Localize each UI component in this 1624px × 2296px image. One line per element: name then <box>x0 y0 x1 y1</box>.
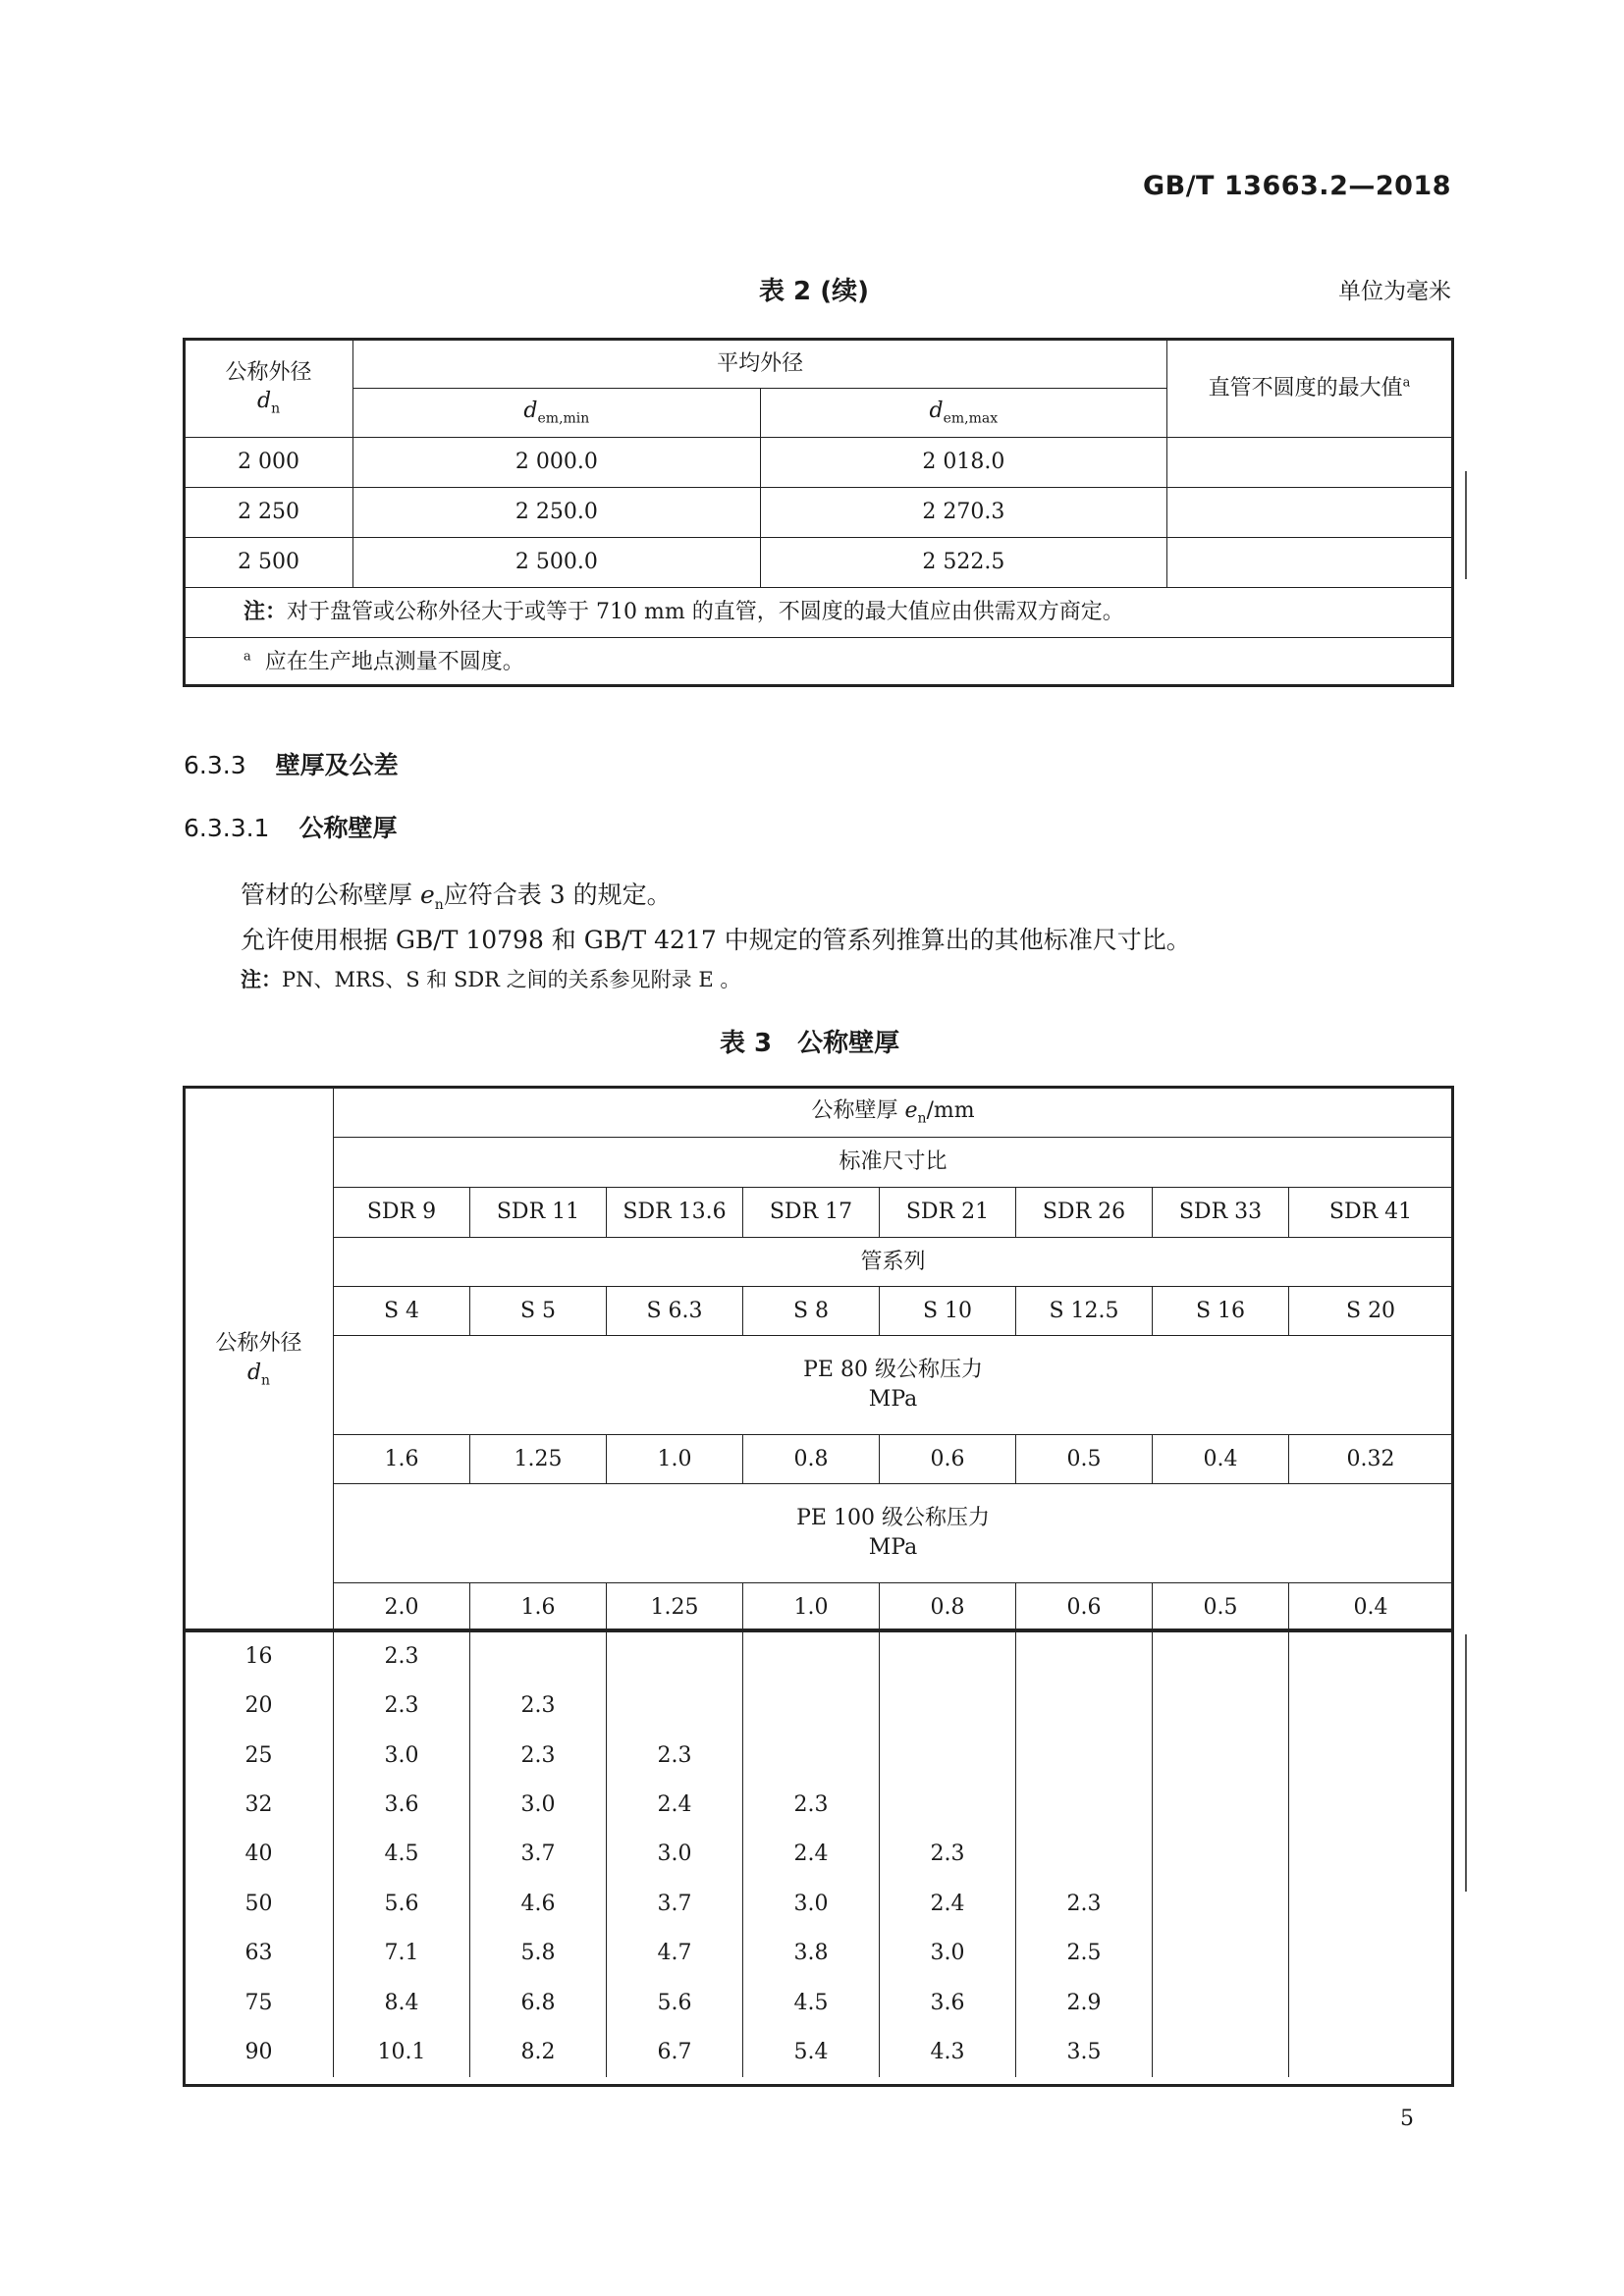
t3-wall-cell <box>607 1632 743 1682</box>
t3-pe100-label: PE 100 级公称压力 <box>796 1506 990 1531</box>
t2-cell <box>1167 438 1452 488</box>
t2-cell: 2 000 <box>185 438 353 488</box>
table-row <box>185 1632 1453 1682</box>
t3-pe80-row <box>185 1435 1453 1484</box>
t2-cell: 2 250.0 <box>353 488 760 538</box>
t2-cell: 2 500 <box>185 538 353 588</box>
t3-pe80-label: PE 80 级公称压力 <box>803 1358 983 1383</box>
t3-pe80-cell: 1.6 <box>334 1435 470 1484</box>
table-row <box>185 538 1452 588</box>
t2-cell: 2 270.3 <box>760 488 1166 538</box>
t3-wall-cell <box>1016 1781 1153 1830</box>
t3-wall-cell: 4.5 <box>334 1830 470 1879</box>
t3-header-pe100 <box>334 1484 1453 1583</box>
t3-header-separator <box>184 1629 1452 1631</box>
t2-footnote: $^a$ 应在生产地点测量不圆度。 <box>185 638 1452 687</box>
t3-series-cell: S 20 <box>1289 1287 1453 1336</box>
t3-wall-cell: 2.3 <box>1016 1879 1153 1928</box>
t3-sdr-cell: SDR 33 <box>1153 1188 1289 1238</box>
t3-sdr-cell: SDR 13.6 <box>607 1188 743 1238</box>
t3-wall-cell <box>1289 2028 1453 2077</box>
t3-pe100-unit: MPa <box>868 1535 918 1560</box>
t3-pe100-cell: 0.4 <box>1289 1583 1453 1632</box>
t3-pe80-cell: 1.0 <box>607 1435 743 1484</box>
scan-mark <box>1465 1634 1467 1892</box>
t3-wall-cell: 3.7 <box>607 1879 743 1928</box>
t3-sdr-cell: SDR 9 <box>334 1188 470 1238</box>
t3-series-cell: S 16 <box>1153 1287 1289 1336</box>
t3-wall-cell: 2.9 <box>1016 1978 1153 2027</box>
t3-wall-cell: 3.0 <box>470 1781 607 1830</box>
table-row <box>185 1978 1453 2027</box>
t3-wall-cell: 3.7 <box>470 1830 607 1879</box>
t3-wall-cell <box>1153 1978 1289 2027</box>
t3-pe80-cell: 0.4 <box>1153 1435 1289 1484</box>
t3-header-dn <box>185 1088 334 1632</box>
t2-note: 注：对于盘管或公称外径大于或等于 710 mm 的直管，不圆度的最大值应由供需双方商定。 <box>185 588 1452 638</box>
table2-caption: 表 2 (续) <box>759 277 869 306</box>
t3-wall-cell <box>1153 1929 1289 1978</box>
t3-pe80-cell: 0.32 <box>1289 1435 1453 1484</box>
t3-pe100-cell: 0.8 <box>880 1583 1016 1632</box>
t2-cell: 2 500.0 <box>353 538 760 588</box>
scan-mark <box>1465 471 1467 579</box>
table-row <box>185 1830 1453 1879</box>
t3-header-pe80 <box>334 1336 1453 1435</box>
t3-sdr-cell: SDR 17 <box>743 1188 880 1238</box>
t3-wall-cell: 8.4 <box>334 1978 470 2027</box>
t3-pe100-row <box>185 1583 1453 1632</box>
t3-dn-cell: 90 <box>185 2028 334 2077</box>
t3-series-cell: S 4 <box>334 1287 470 1336</box>
t3-wall-cell: 3.6 <box>880 1978 1016 2027</box>
t3-wall-cell <box>1289 1731 1453 1780</box>
t3-wall-cell: 2.3 <box>880 1830 1016 1879</box>
t3-wall-cell <box>1289 1682 1453 1731</box>
t3-series-cell: S 8 <box>743 1287 880 1336</box>
t3-wall-cell <box>1289 1632 1453 1682</box>
t2-header-min: $d_{em,min}$ <box>353 389 760 438</box>
t3-wall-cell: 2.3 <box>607 1731 743 1780</box>
t3-wall-cell: 4.5 <box>743 1978 880 2027</box>
t3-sdr-cell: SDR 11 <box>470 1188 607 1238</box>
paragraph-1: 管材的公称壁厚 $e_n$应符合表 3 的规定。 <box>241 881 672 913</box>
t3-pe100-cell: 1.0 <box>743 1583 880 1632</box>
paragraph-note: 注：PN、MRS、S 和 SDR 之间的关系参见附录 E 。 <box>241 968 741 991</box>
t3-wall-cell: 2.3 <box>470 1682 607 1731</box>
table-row <box>185 1731 1453 1780</box>
t3-dn-cell: 40 <box>185 1830 334 1879</box>
t3-wall-cell <box>880 1731 1016 1780</box>
table2-unit: 单位为毫米 <box>1338 279 1451 304</box>
t3-pe80-unit: MPa <box>868 1387 918 1412</box>
t3-wall-cell: 2.3 <box>334 1682 470 1731</box>
t3-wall-cell: 3.0 <box>743 1879 880 1928</box>
t3-dn-symbol: $d_n$ <box>246 1360 271 1389</box>
t3-wall-cell <box>1153 1731 1289 1780</box>
t3-wall-cell <box>1289 1781 1453 1830</box>
t3-wall-cell: 2.5 <box>1016 1929 1153 1978</box>
t3-dn-cell: 32 <box>185 1781 334 1830</box>
t3-wall-cell <box>1016 1731 1153 1780</box>
t3-sdr-cell: SDR 21 <box>880 1188 1016 1238</box>
t3-wall-cell: 2.4 <box>607 1781 743 1830</box>
t2-cell: 2 250 <box>185 488 353 538</box>
t3-wall-cell: 2.4 <box>880 1879 1016 1928</box>
t2-cell: 2 000.0 <box>353 438 760 488</box>
t3-wall-cell: 3.0 <box>880 1929 1016 1978</box>
t3-header-series: 管系列 <box>334 1238 1453 1287</box>
t3-sdr-cell: SDR 26 <box>1016 1188 1153 1238</box>
t3-wall-cell <box>470 1632 607 1682</box>
t3-wall-cell <box>1016 1632 1153 1682</box>
section-6-3-3-1: 6.3.3.1 公称壁厚 <box>184 814 398 842</box>
t2-dn-symbol: $d_n$ <box>257 389 281 417</box>
t3-wall-cell: 5.4 <box>743 2028 880 2077</box>
t3-wall-cell: 3.0 <box>334 1731 470 1780</box>
t3-pe100-cell: 1.6 <box>470 1583 607 1632</box>
t3-pe80-cell: 0.6 <box>880 1435 1016 1484</box>
t3-dn-cell: 50 <box>185 1879 334 1928</box>
t3-dn-cell: 63 <box>185 1929 334 1978</box>
t3-series-cell: S 10 <box>880 1287 1016 1336</box>
t3-pe80-cell: 0.5 <box>1016 1435 1153 1484</box>
t2-cell: 2 522.5 <box>760 538 1166 588</box>
table-row <box>185 488 1452 538</box>
t3-series-cell: S 5 <box>470 1287 607 1336</box>
t3-wall-cell: 3.8 <box>743 1929 880 1978</box>
table3 <box>184 1087 1453 2077</box>
t3-pe100-cell: 2.0 <box>334 1583 470 1632</box>
t3-wall-cell <box>1153 1830 1289 1879</box>
table-row <box>185 2028 1453 2077</box>
t3-wall-cell <box>1289 1830 1453 1879</box>
t3-pe100-cell: 1.25 <box>607 1583 743 1632</box>
t2-cell: 2 018.0 <box>760 438 1166 488</box>
t3-series-cell: S 6.3 <box>607 1287 743 1336</box>
table-row <box>185 1781 1453 1830</box>
t3-wall-cell: 2.3 <box>743 1781 880 1830</box>
t3-wall-cell: 3.6 <box>334 1781 470 1830</box>
t3-wall-cell: 4.7 <box>607 1929 743 1978</box>
t3-wall-cell: 8.2 <box>470 2028 607 2077</box>
t3-sdr-cell: SDR 41 <box>1289 1188 1453 1238</box>
t3-wall-cell: 4.3 <box>880 2028 1016 2077</box>
t3-wall-cell <box>1153 1682 1289 1731</box>
table2 <box>184 339 1452 687</box>
t3-wall-cell: 5.6 <box>607 1978 743 2027</box>
t3-wall-cell <box>607 1682 743 1731</box>
t3-pe100-cell: 0.6 <box>1016 1583 1153 1632</box>
t3-wall-cell <box>880 1632 1016 1682</box>
t2-header-dn <box>185 340 353 438</box>
t3-wall-cell: 3.0 <box>607 1830 743 1879</box>
t3-dn-label: 公称外径 <box>215 1331 302 1357</box>
t2-cell <box>1167 488 1452 538</box>
t2-dn-label: 公称外径 <box>225 359 312 385</box>
t2-header-ovality: 直管不圆度的最大值$^a$ <box>1167 340 1452 438</box>
t3-wall-cell: 6.7 <box>607 2028 743 2077</box>
t3-wall-cell: 5.6 <box>334 1879 470 1928</box>
t3-series-cell: S 12.5 <box>1016 1287 1153 1336</box>
standard-code: GB/T 13663.2—2018 <box>1142 171 1451 201</box>
t3-wall-cell: 3.5 <box>1016 2028 1153 2077</box>
t3-wall-cell: 10.1 <box>334 2028 470 2077</box>
table-row <box>185 1879 1453 1928</box>
t3-header-wall: 公称壁厚 $e_n/mm$ <box>334 1088 1453 1138</box>
t3-wall-cell: 6.8 <box>470 1978 607 2027</box>
t3-dn-cell: 16 <box>185 1632 334 1682</box>
t3-body <box>185 1632 1453 2078</box>
t3-dn-cell: 25 <box>185 1731 334 1780</box>
t3-dn-cell: 75 <box>185 1978 334 2027</box>
t3-pe100-cell: 0.5 <box>1153 1583 1289 1632</box>
t3-sdr-row <box>185 1188 1453 1238</box>
t3-header-sdr: 标准尺寸比 <box>334 1138 1453 1188</box>
t3-wall-cell: 2.4 <box>743 1830 880 1879</box>
t3-series-row <box>185 1287 1453 1336</box>
page-number: 5 <box>1400 2107 1414 2131</box>
t3-wall-cell: 7.1 <box>334 1929 470 1978</box>
table-row <box>185 438 1452 488</box>
t2-header-max: $d_{em,max}$ <box>760 389 1166 438</box>
t3-wall-cell <box>743 1731 880 1780</box>
section-6-3-3: 6.3.3 壁厚及公差 <box>184 751 399 779</box>
t3-wall-cell <box>1153 1781 1289 1830</box>
t3-wall-cell: 2.3 <box>470 1731 607 1780</box>
t3-wall-cell <box>743 1682 880 1731</box>
t3-wall-cell <box>1016 1830 1153 1879</box>
t3-wall-cell: 2.3 <box>334 1632 470 1682</box>
t3-wall-cell <box>743 1632 880 1682</box>
t3-wall-cell <box>1153 1632 1289 1682</box>
t3-wall-cell <box>1153 2028 1289 2077</box>
t3-wall-cell <box>1016 1682 1153 1731</box>
t3-wall-cell <box>880 1781 1016 1830</box>
table3-caption: 表 3 公称壁厚 <box>720 1029 900 1058</box>
t3-wall-cell: 4.6 <box>470 1879 607 1928</box>
table-row <box>185 1682 1453 1731</box>
t3-wall-cell <box>880 1682 1016 1731</box>
t3-pe80-cell: 0.8 <box>743 1435 880 1484</box>
t2-header-mean: 平均外径 <box>353 340 1167 389</box>
t3-wall-cell <box>1289 1879 1453 1928</box>
t3-wall-cell <box>1289 1978 1453 2027</box>
paragraph-2: 允许使用根据 GB/T 10798 和 GB/T 4217 中规定的管系列推算出的其他标准尺寸比。 <box>241 926 1191 954</box>
t2-cell <box>1167 538 1452 588</box>
t3-dn-cell: 20 <box>185 1682 334 1731</box>
t3-wall-cell <box>1153 1879 1289 1928</box>
t3-pe80-cell: 1.25 <box>470 1435 607 1484</box>
t3-wall-cell: 5.8 <box>470 1929 607 1978</box>
t3-wall-cell <box>1289 1929 1453 1978</box>
table-row <box>185 1929 1453 1978</box>
